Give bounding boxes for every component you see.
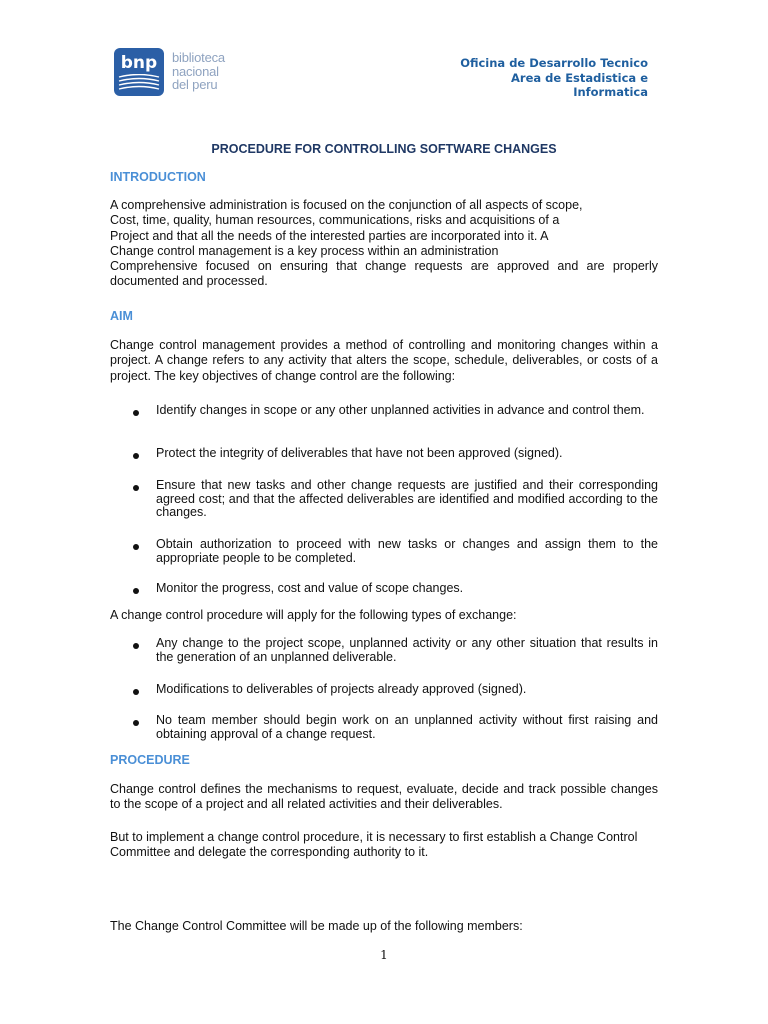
aim-bullet-item: Monitor the progress, cost and value of scope changes. bbox=[156, 581, 464, 595]
bullet-icon bbox=[133, 544, 139, 550]
bullet-icon bbox=[133, 720, 139, 726]
aim-bullet-item: Protect the integrity of deliverables that have not been approved (signed). bbox=[156, 446, 563, 460]
office-line: Informatica bbox=[573, 85, 648, 99]
office-header bbox=[460, 56, 648, 100]
bullet-icon bbox=[133, 588, 139, 594]
intro-line: Comprehensive focused on ensuring that change requests are approved and are properly documented and processed. bbox=[110, 259, 658, 289]
logo-line: biblioteca bbox=[172, 50, 225, 65]
document-title: PROCEDURE FOR CONTROLLING SOFTWARE CHANGES bbox=[211, 142, 557, 156]
bullet-icon bbox=[133, 689, 139, 695]
exchange-bullet-item: No team member should begin work on an unplanned activity without first raising and obtaining approval of a change request. bbox=[156, 713, 658, 741]
procedure-paragraph: But to implement a change control procedure, it is necessary to first establish a Change Control Committee and delegate the corresponding authority to it. bbox=[110, 830, 638, 860]
section-heading-aim: AIM bbox=[110, 309, 133, 323]
intro-line: Cost, time, quality, human resources, communications, risks and acquisitions of a bbox=[110, 213, 560, 228]
logo-line: nacional bbox=[172, 63, 219, 79]
exchange-bullet-item: Modifications to deliverables of projects already approved (signed). bbox=[156, 682, 527, 696]
bullet-icon bbox=[133, 485, 139, 491]
intro-line: Project and that all the needs of the interested parties are incorporated into it. A bbox=[110, 228, 549, 243]
bnp-logo bbox=[114, 48, 254, 96]
page-number: 1 bbox=[380, 948, 388, 962]
aim-bullet-item: Ensure that new tasks and other change requests are justified and their corresponding agreed cost; and that the affected deliverables are identified and modified according to the changes. bbox=[156, 478, 658, 519]
intro-line: Change control management is a key process within an administration bbox=[110, 243, 499, 258]
office-line: Area de Estadistica e bbox=[511, 70, 648, 85]
bullet-icon bbox=[133, 643, 139, 649]
bullet-icon bbox=[133, 453, 139, 459]
introduction-paragraph bbox=[110, 198, 658, 290]
office-line: Oficina de Desarrollo Tecnico bbox=[460, 56, 648, 70]
logo-waves-icon bbox=[118, 74, 160, 92]
section-heading-introduction: INTRODUCTION bbox=[110, 170, 206, 184]
section-heading-procedure: PROCEDURE bbox=[110, 753, 190, 767]
logo-abbreviation: bnp bbox=[120, 53, 158, 73]
aim-bullet-item: Identify changes in scope or any other unplanned activities in advance and control them. bbox=[156, 403, 645, 417]
logo-badge bbox=[114, 48, 164, 96]
logo-wordmark bbox=[172, 51, 262, 92]
logo-line: del peru bbox=[172, 77, 218, 92]
exchange-intro-text: A change control procedure will apply for the following types of exchange: bbox=[110, 608, 517, 622]
procedure-paragraph: Change control defines the mechanisms to request, evaluate, decide and track possible changes to the scope of a project and all related activities and their deliverables. bbox=[110, 782, 658, 812]
exchange-bullet-item: Any change to the project scope, unplanned activity or any other situation that results in the generation of an unplanned deliverable. bbox=[156, 636, 658, 664]
aim-paragraph: Change control management provides a method of controlling and monitoring changes within a project. A change refers to any activity that alters the scope, schedule, deliverables, or costs of a project. The key objectives of change control are the following: bbox=[110, 338, 658, 383]
intro-line: A comprehensive administration is focused on the conjunction of all aspects of scope, bbox=[110, 198, 583, 212]
bullet-icon bbox=[133, 410, 139, 416]
aim-bullet-item: Obtain authorization to proceed with new tasks or changes and assign them to the appropriate people to be completed. bbox=[156, 537, 658, 565]
committee-text: The Change Control Committee will be made up of the following members: bbox=[110, 919, 523, 933]
